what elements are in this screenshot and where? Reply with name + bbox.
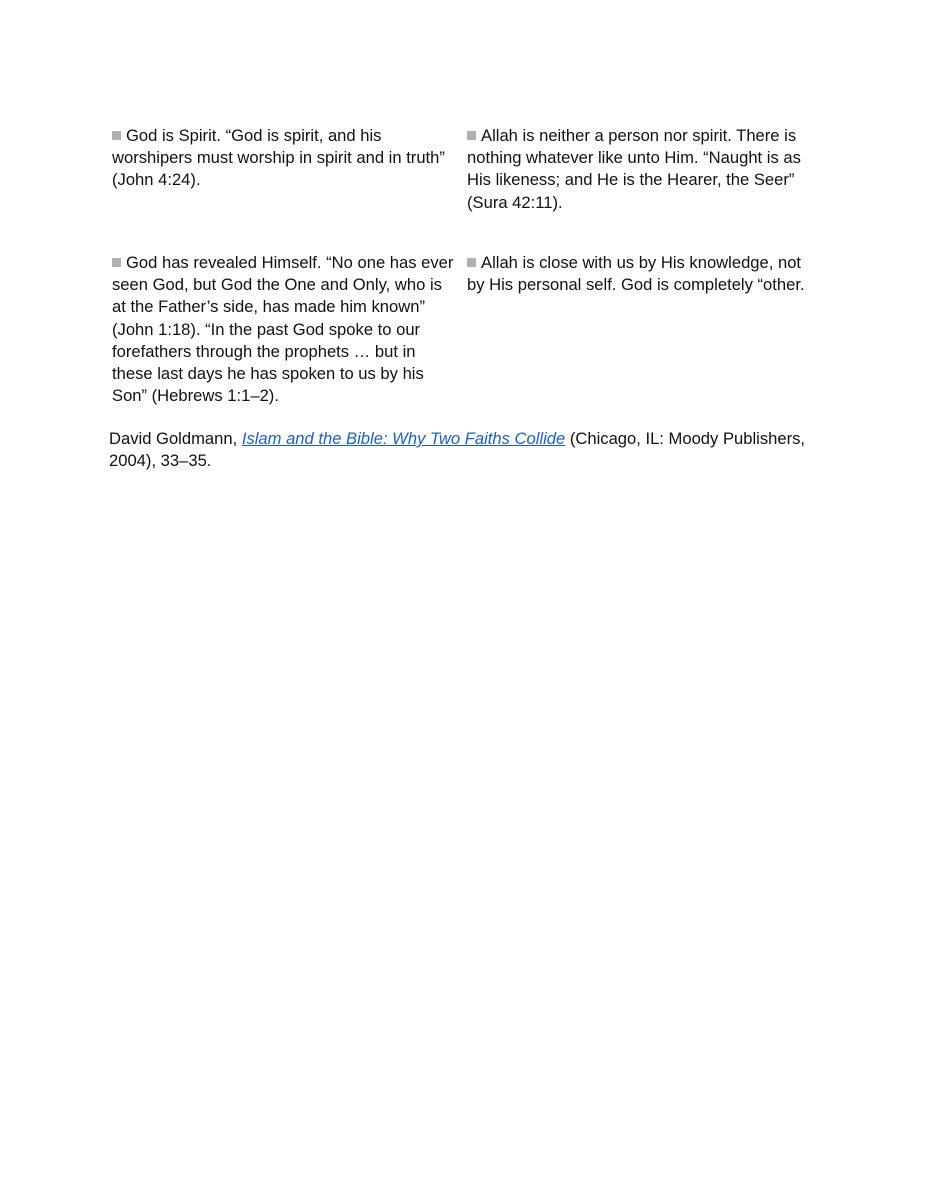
quran-statement [467,125,822,214]
comparison-row [112,252,822,407]
square-bullet-icon [112,258,121,267]
quran-statement [467,252,822,407]
quran-statement-text: Allah is close with us by His knowledge, not by His personal self. God is completely “other. [467,253,805,295]
source-citation [109,428,821,472]
citation-publication: (Chicago, IL: Moody Publishers, 2004), 33–35. [109,429,806,471]
quran-statement-text: Allah is neither a person nor spirit. There is nothing whatever like unto Him. “Naught is as His likeness; and He is the Hearer, the Seer” (Sura 42:11). [467,126,801,212]
square-bullet-icon [467,258,476,267]
bible-statement [112,125,457,214]
square-bullet-icon [467,131,476,140]
bible-statement [112,252,457,407]
square-bullet-icon [112,131,121,140]
book-title-link[interactable]: Islam and the Bible: Why Two Faiths Collide [241,429,566,448]
citation-author: David Goldmann, [109,429,242,448]
bible-statement-text: God has revealed Himself. “No one has ever seen God, but God the One and Only, who is at the Father’s side, has made him known” (John 1:18). “In the past God spoke to our forefathers through the prophets … but in these last days he has spoken to us by his Son” (Hebrews 1:1–2). [112,253,454,406]
bible-statement-text: God is Spirit. “God is spirit, and his worshipers must worship in spirit and in truth” (John 4:24). [112,126,445,190]
comparison-row [112,125,822,214]
